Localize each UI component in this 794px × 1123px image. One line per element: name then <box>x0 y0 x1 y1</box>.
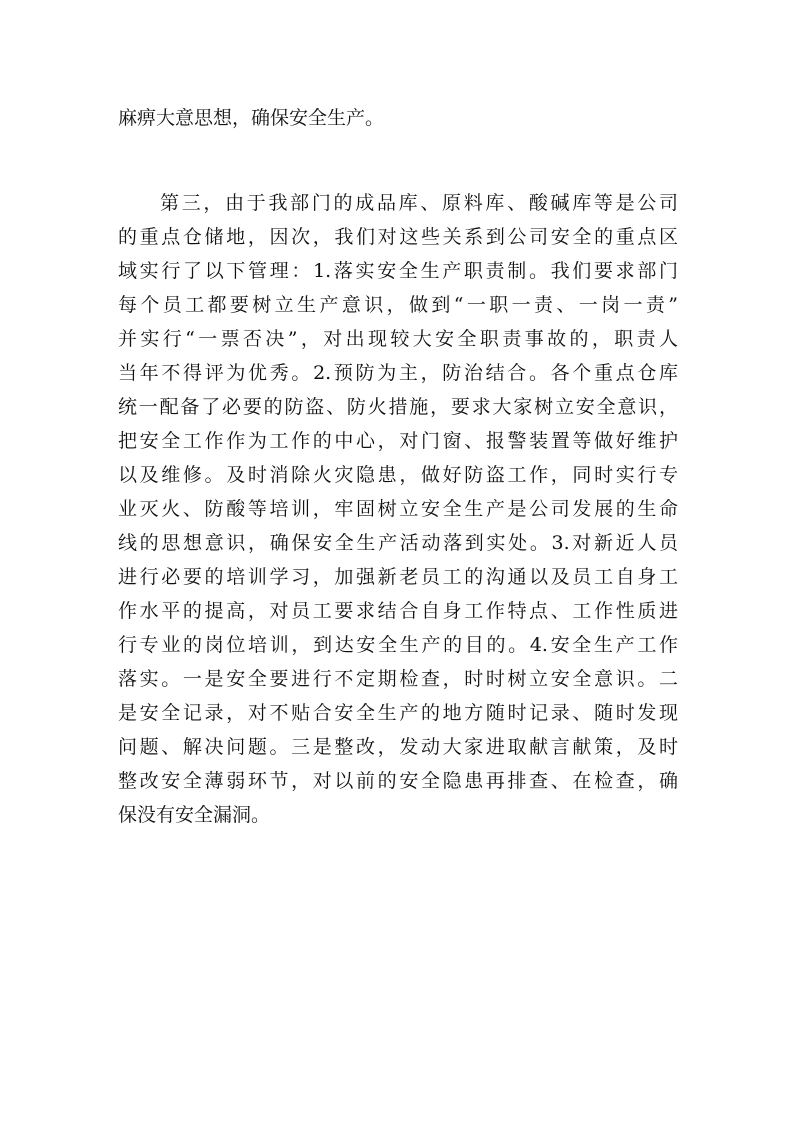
paragraph-third-point <box>118 186 678 832</box>
text-line: 业灭火、防酸等培训，牢固树立安全生产是公司发展的生命 <box>118 498 678 520</box>
text-line: 当年不得评为优秀。2.预防为主，防治结合。各个重点仓库 <box>118 362 678 384</box>
text-line: 第三，由于我部门的成品库、原料库、酸碱库等是公司 <box>160 192 678 214</box>
text-line: 麻痹大意思想，确保安全生产。 <box>118 107 385 129</box>
text-line: 落实。一是安全要进行不定期检查，时时树立安全意识。二 <box>118 668 678 690</box>
text-line: 以及维修。及时消除火灾隐患，做好防盗工作，同时实行专 <box>118 464 678 486</box>
text-line: 作水平的提高，对员工要求结合自身工作特点、工作性质进 <box>118 600 678 622</box>
text-line: 是安全记录，对不贴合安全生产的地方随时记录、随时发现 <box>118 702 678 724</box>
text-line: 并实行“一票否决”，对出现较大安全职责事故的，职责人 <box>118 328 678 350</box>
text-line: 线的思想意识，确保安全生产活动落到实处。3.对新近人员 <box>118 532 678 554</box>
text-line: 把安全工作作为工作的中心，对门窗、报警装置等做好维护 <box>118 430 678 452</box>
text-line: 行专业的岗位培训，到达安全生产的目的。4.安全生产工作 <box>118 634 678 656</box>
text-line: 整改安全薄弱环节，对以前的安全隐患再排查、在检查，确 <box>118 770 678 792</box>
paragraph-continuation <box>118 101 678 135</box>
text-line: 问题、解决问题。三是整改，发动大家进取献言献策，及时 <box>118 736 678 758</box>
text-line: 域实行了以下管理：1.落实安全生产职责制。我们要求部门 <box>118 260 678 282</box>
text-line: 统一配备了必要的防盗、防火措施，要求大家树立安全意识， <box>118 396 678 418</box>
text-line: 的重点仓储地，因次，我们对这些关系到公司安全的重点区 <box>118 226 678 248</box>
text-line: 每个员工都要树立生产意识，做到“一职一责、一岗一责” <box>118 294 678 316</box>
text-line: 进行必要的培训学习，加强新老员工的沟通以及员工自身工 <box>118 566 678 588</box>
text-line: 保没有安全漏洞。 <box>118 804 271 826</box>
